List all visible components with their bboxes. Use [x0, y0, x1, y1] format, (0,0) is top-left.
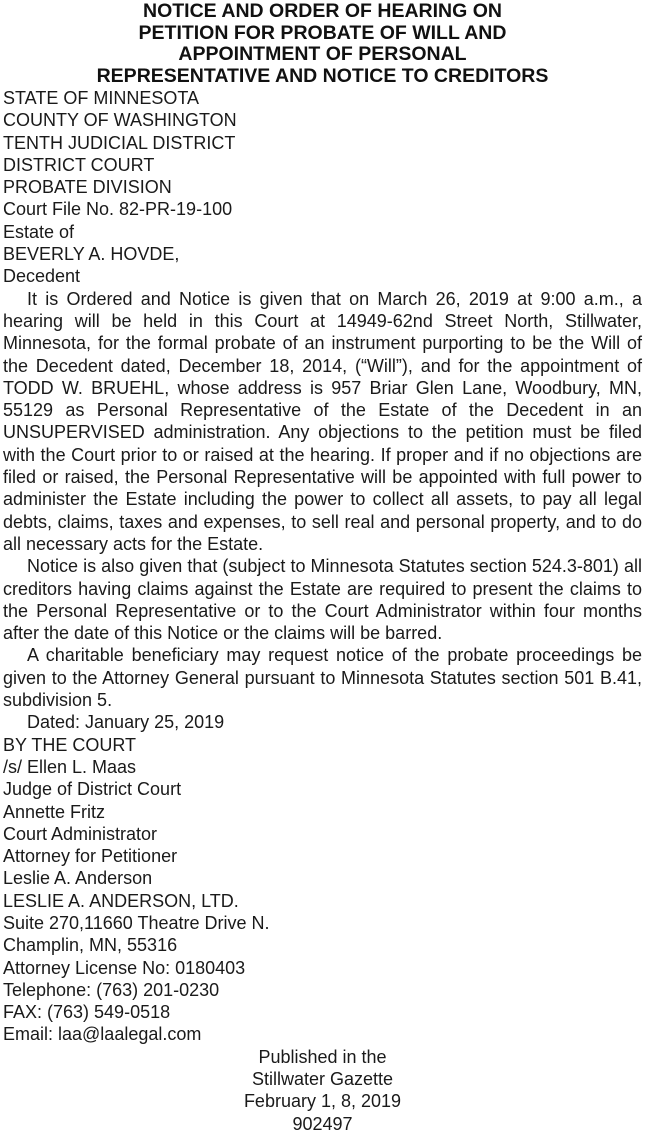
administrator-title: Court Administrator [3, 823, 158, 844]
attorney-name: Leslie A. Anderson [3, 868, 153, 889]
title-line: PETITION FOR PROBATE OF WILL AND [138, 21, 507, 44]
attorney-label: Attorney for Petitioner [3, 846, 178, 867]
order-paragraph: It is Ordered and Notice is given that on March 26, 2019 at 9:00 a.m., a hearing will be held in this Court at 14949-62nd Street North, Stillwater, Minnesota, for the formal probate of an instrument purporting to be the Will of the Decedent dated, December 18, 2014, (“Will”), and for the appointment of TODD W. BRUEHL, whose address is 957 Briar Glen Lane, Woodbury, MN, 55129 as Personal Representative of the Estate of the Decedent in an UNSUPERVISED administration. Any objections to the petition must be filed with the Court prior to or raised at the hearing. If proper and if no objections are filed or raised, the Personal Representative will be appointed with full power to administer the Estate including the power to collect all assets, to pay all legal debts, claims, taxes and expenses, to sell real and personal property, and to do all necessary acts for the Estate. [3, 288, 642, 554]
attorney-telephone: Telephone: (763) 201-0230 [3, 979, 220, 1000]
by-the-court: BY THE COURT [3, 734, 137, 755]
caption-county: COUNTY OF WASHINGTON [3, 110, 237, 131]
attorney-address-line1: Suite 270,11660 Theatre Drive N. [3, 912, 270, 933]
judge-signature: /s/ Ellen L. Maas [3, 756, 137, 777]
publication-name: Stillwater Gazette [251, 1069, 394, 1090]
attorney-address-line2: Champlin, MN, 55316 [3, 935, 178, 956]
signature-block [3, 711, 642, 845]
title-line: REPRESENTATIVE AND NOTICE TO CREDITORS [96, 64, 549, 87]
charitable-paragraph: A charitable beneficiary may request notice of the probate proceedings be given to the Attorney General pursuant to Minnesota Statutes section 501 B.41, subdivision 5. [3, 645, 642, 711]
administrator-name: Annette Fritz [3, 801, 106, 822]
attorney-license: Attorney License No: 0180403 [3, 957, 246, 978]
attorney-block [3, 845, 642, 1046]
caption-court: DISTRICT COURT [3, 154, 155, 175]
caption-state: STATE OF MINNESOTA [3, 88, 200, 108]
decedent-label: Decedent [3, 266, 81, 287]
title-line: APPOINTMENT OF PERSONAL [178, 43, 467, 65]
published-in-label: Published in the [258, 1046, 387, 1067]
caption-district: TENTH JUDICIAL DISTRICT [3, 132, 236, 153]
attorney-firm: LESLIE A. ANDERSON, LTD. [3, 890, 239, 911]
publication-number: 902497 [292, 1113, 353, 1134]
publication-dates: February 1, 8, 2019 [243, 1091, 402, 1112]
estate-of-label: Estate of [3, 221, 75, 242]
attorney-fax: FAX: (763) 549-0518 [3, 1002, 171, 1023]
case-caption [3, 87, 642, 288]
publication-info [3, 1046, 642, 1135]
dated-line: Dated: January 25, 2019 [27, 712, 225, 733]
creditors-paragraph: Notice is also given that (subject to Minnesota Statutes section 524.3-801) all creditors having claims against the Estate are required to present the claims to the Personal Representative or to the Court Administrator within four months after the date of this Notice or the claims will be barred. [3, 556, 642, 644]
title-line: NOTICE AND ORDER OF HEARING ON [143, 0, 502, 22]
caption-division: PROBATE DIVISION [3, 177, 172, 198]
attorney-email: Email: laa@laalegal.com [3, 1024, 202, 1045]
decedent-name: BEVERLY A. HOVDE, [3, 244, 180, 265]
court-file-number: Court File No. 82-PR-19-100 [3, 199, 233, 220]
notice-title [3, 1, 642, 87]
judge-title: Judge of District Court [3, 779, 182, 800]
